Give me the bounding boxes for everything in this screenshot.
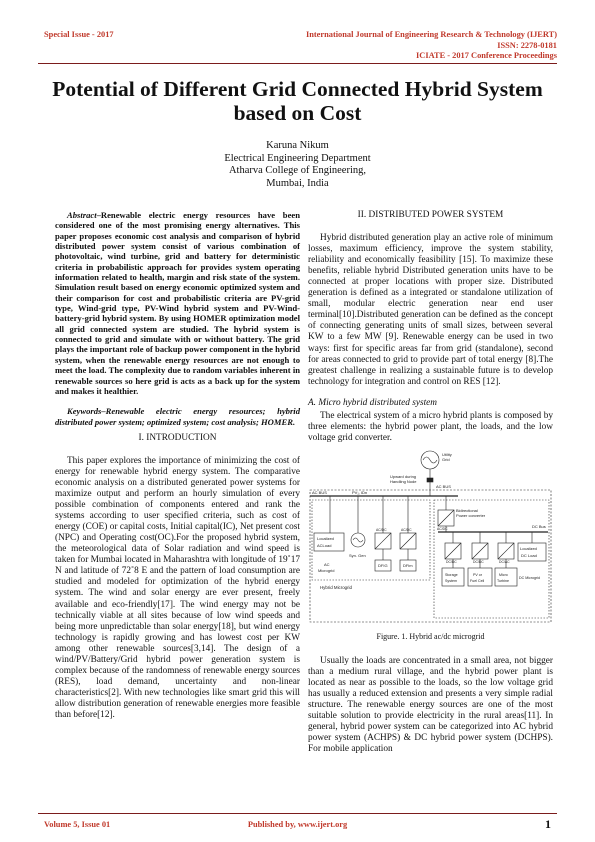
upstream-label: Upward during (390, 473, 417, 479)
subsection-text: The electrical system of a micro hybrid plants is composed by three elements: the hybrid power plant, the loads, and the low voltage grid converter. (308, 410, 553, 443)
author-department: Electrical Engineering Department (224, 152, 371, 164)
local-ac-load-label-2: ACLoad (317, 542, 332, 548)
conference-name: ICIATE - 2017 Conference Proceedings (416, 51, 557, 60)
figure-caption: Figure. 1. Hybrid ac/dc microgrid (376, 631, 485, 641)
storage-system-box (442, 568, 464, 586)
paper-title: Potential of Different Grid Connected Hybrid System based on Cost (52, 77, 543, 125)
ac-bus-label: AC BUS (436, 483, 451, 489)
dc-ac-label: DC/AC (499, 559, 510, 564)
bidirectional-label-2: Power converter (456, 512, 486, 518)
left-column (55, 210, 300, 721)
ac-microgrid-label-1: AC (324, 561, 330, 567)
dc-microgrid-label: DC Microgrid (519, 575, 540, 580)
hybrid-microgrid-figure (308, 448, 553, 623)
footer-volume: Volume 5, Issue 01 (44, 820, 111, 829)
dfig-label: DFIG (378, 562, 388, 568)
dc-bus-label: DC Bus (532, 523, 546, 529)
abstract-text: –Renewable electric energy resources have been considered one of the most promising energy alternatives. This paper proposes economic cost analysis and comparison of hybrid distributed power system consist of various combination of photovoltaic, wind turbine, grid and battery for deterministic criteria in probabilistic approach for provides system operating information related to health, margin and risk state of the system. Simulation result based on energy economic optimized system and their comparison for cost and probabilistic criteria are PV-grid type, Wind-grid type, PV-Wind hybrid system and PV-Wind-battery-grid hybrid system. By using HOMER optimization model all grid connected system are studied. The hybrid system is connected to grid and simulate with or without battery. The grid plays the important role of backup power component in the hybrid system, when the renewable energy resources are not enough to meet the load. The complexity due to random variables inherent in renewable sources so here grid is acts as a back up for the system and makes it healthier. (55, 210, 300, 396)
journal-name: International Journal of Engineering Research & Technology (IJERT) (305, 30, 557, 39)
sync-gen-label: Syn. Gen (349, 552, 366, 558)
pv-label-2: Fuel Cell (470, 578, 485, 583)
pv-fuel-cell-box (468, 568, 492, 586)
micro-turbine-box (495, 568, 517, 586)
pv-label-1: PV or (473, 572, 482, 577)
subsection-heading: A. Micro hybrid distributed system (308, 397, 438, 408)
author-location: Mumbai, India (266, 177, 329, 189)
keywords: Keywords–Renewable electric energy resources; hybrid distributed power system; optimized system; cost analysis; HOMER. (55, 406, 300, 427)
local-dc-load-label-2: DC Load (521, 552, 537, 558)
dc-dc-label-2: DC/DC (473, 559, 484, 564)
handling-node-label: Handling Node (390, 478, 417, 484)
local-ac-load-label-1: Localized (317, 535, 334, 541)
after-figure-text: Usually the loads are concentrated in a small area, not bigger than a medium rural village, and the hybrid power plant is located as near as possible to the loads, so the low voltage grid has usually a reduced extension and presents a very simple radial structure. The renewable energy sources are one of the most suitable solution to provide electricity in the rural areas[11]. In general, hybrid power system can be categorized into AC hybrid power system (ACHPS) & DC hybrid power system (DCHPS). For mobile application (308, 655, 553, 755)
journal-issn: ISSN: 2278-0181 (497, 40, 557, 50)
dfim-label: DFim (403, 562, 413, 568)
abstract-label: Abstract (67, 210, 97, 220)
section-heading-distributed-power: II. DISTRIBUTED POWER SYSTEM (357, 210, 504, 220)
ac-bus-left-label: AC BUS (312, 489, 327, 495)
local-dc-load-label-1: Localized (520, 545, 537, 551)
distributed-power-text: Hybrid distributed generation play an active role of minimum losses, maximum efficiency, improve the system stability, reliability and economically feasibility [15]. To maximize these benefits, reliable hybrid Distributed generation units have to be connected at proper locations with proper size. Distributed generation is defined as a integrated or standalone utilization of small, modular electric generation near end user terminal[10].Distributed generation can be defined as the concept of connecting generating units of small sizes, between several KW to a few MW [9]. Renewable energy can be used in two ways: first for specific areas far from grid (standalone), second for areas connected to grid to provide part of total energy [8].The greatest challenge in realizing a sustainable future is to develop technology for integration and control on RES [12]. (308, 233, 553, 387)
bidirectional-converter-label: AC/DC (437, 526, 448, 531)
section-heading-introduction: I. INTRODUCTION (138, 432, 217, 443)
micro-turbine-label-2: Turbine (497, 578, 510, 583)
right-column (308, 210, 553, 755)
hybrid-microgrid-label: Hybrid Microgrid (320, 584, 352, 590)
introduction-text: This paper explores the importance of minimizing the cost of energy for renewable hybrid energy system. The comparative economic analysis on a distributed generated power systems for maximize output and perform an hourly simulation of every possible combination of components entered and rank the systems according to user specified criteria, such as cost of energy (COE) or capital costs, Initial capital(IC), Net present cost (NPC) and Operating cost(OC).For the proposed hybrid system, the meteorological data of Solar radiation and wind speed is taken for Mumbai located in Maharashtra with longitude of 19˚17 N and latitude of 72˚8 E and the pattern of load consumption are studied and modeled for optimization of the hybrid energy system. The wind and solar energy are ever present, freely available and eco-friendly[17]. The wind energy may not be technically viable at all sites because of low wind speeds and being more unpredictable than solar energy[18], but wind energy technology is rapidly growing and has lowest cost per KW among other renewable sources[3,14]. The design of a wind/PV/Battery/Grid hybrid power generation system is complex because of the randomness of renewable energy sources (RES), load demand, uncertainty and non-linear characteristics[2]. With new technologies like smart grid this will allow distribution generation of renewable energies more feasible than before[12]. (55, 455, 301, 720)
ac-dc-label-2: AC/DC (401, 527, 412, 532)
utility-label: Utility (442, 451, 452, 457)
pv-bus-label: PV₁, IDn (352, 489, 368, 495)
storage-label-1: Storage (445, 572, 458, 577)
bidirectional-label-1: Bidirectional (456, 507, 478, 513)
abstract (55, 210, 300, 396)
micro-turbine-label-1: Micro (499, 572, 508, 577)
footer-publisher: Published by, www.ijert.org (247, 820, 348, 829)
hybrid-microgrid-boundary (310, 490, 551, 622)
ac-microgrid-label-2: Microgrid (318, 567, 335, 573)
header-rule (38, 63, 557, 64)
author-name: Karuna Nikum (266, 140, 329, 151)
page-number: 1 (545, 817, 551, 831)
journal-issue-label: Special Issue - 2017 (44, 30, 114, 39)
ac-dc-label-1: AC/DC (376, 527, 387, 532)
journal-header (306, 30, 557, 62)
footer-rule (38, 813, 557, 814)
dc-dc-label-1: DC/DC (446, 559, 457, 564)
author-block (0, 140, 595, 190)
storage-label-2: System (445, 578, 457, 583)
grid-label: Grid (442, 456, 450, 462)
author-college: Atharva College of Engineering, (228, 165, 367, 177)
